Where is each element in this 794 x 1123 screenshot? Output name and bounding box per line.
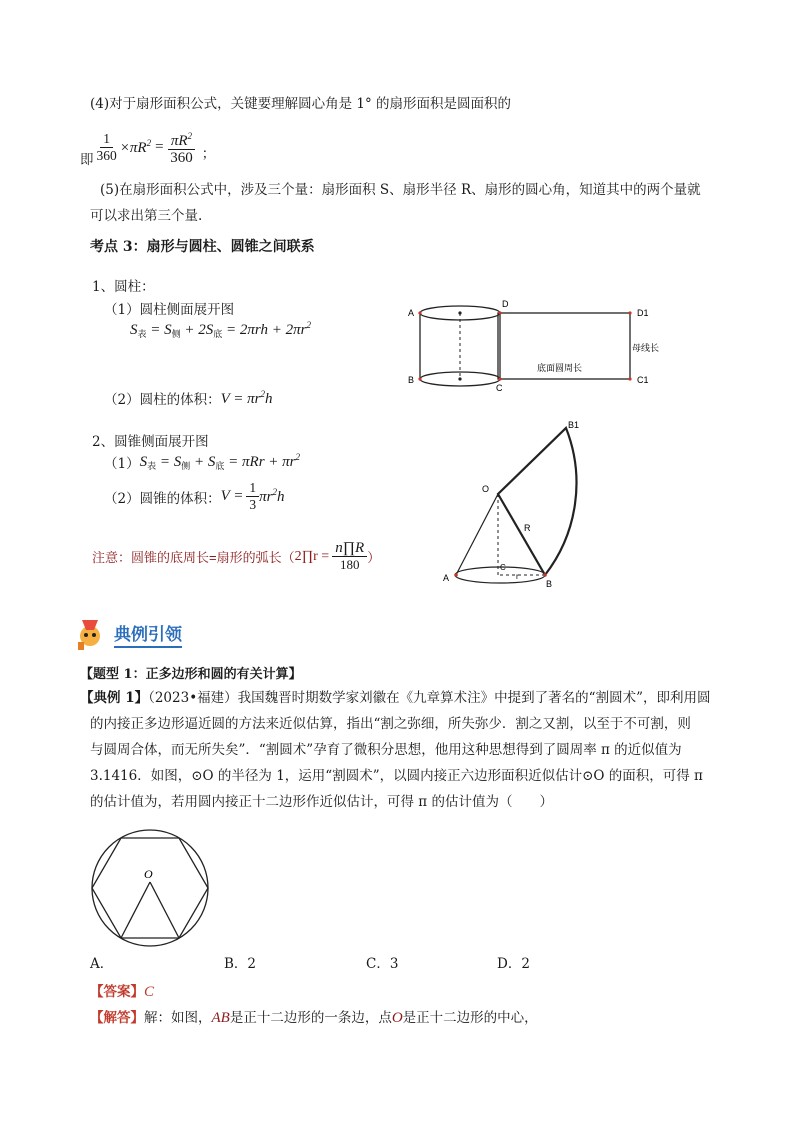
item4-times: $\times\pi R^2$ — [119, 137, 152, 156]
item4-eq: = — [154, 138, 165, 155]
base-circumference-label: 底面圆周长 — [537, 363, 583, 373]
generatrix-label: 母线长 — [632, 343, 660, 353]
cylinder-title: 1、圆柱： — [92, 279, 155, 295]
ex1-line5: 的估计值为，若用圆内接正十二边形作近似估计，可得 π 的估计值为（ ） — [90, 794, 553, 810]
ex1-line2: 的内接正多边形逼近圆的方法来近似估算，指出“割之弥细，所失弥少．割之又割，以至于不可割，则 — [90, 716, 691, 732]
cylinder-unfold-figure — [400, 295, 670, 395]
cone-item1: （1） $S_表 = S_侧 + S_底 = \pi Rr + \pi r^2$ — [104, 452, 301, 472]
frac1-den: 360 — [96, 147, 117, 163]
type1-heading: 【题型 1：正多边形和圆的有关计算】 — [80, 667, 302, 682]
label-D: D — [502, 299, 509, 309]
solution-line: 【解答】解：如图，AB是正十二边形的一条边，点O是正十二边形的中心， — [90, 1010, 538, 1026]
cone-item2: （2）圆锥的体积： V = $\frac{1}{3}$ $\pi r^2h$ — [104, 480, 285, 512]
cone-area-formula: $S_表 = S_侧 + S_底 = \pi Rr + \pi r^2$ — [139, 452, 301, 471]
ex1-line1: 【典例 1】（2023•福建）我国魏晋时期数学家刘徽在《九章算术注》中提到了著名的“割圆术”，即利用圆 — [80, 690, 711, 706]
frac2-den: 360 — [170, 150, 193, 166]
label-C: C — [496, 383, 503, 393]
ex1-line4: 3.1416．如图，⊙O 的半径为 1，运用“割圆术”，以圆内接正六边形面积近似估计⊙O 的面积，可得 π — [90, 768, 703, 784]
item4-prefix: 即 — [80, 152, 94, 168]
frac1-num: 1 — [100, 131, 113, 148]
answer-value: C — [144, 984, 155, 1000]
item4-end: ； — [201, 146, 216, 162]
inscribed-hexagon-figure — [88, 826, 212, 950]
label-A: A — [408, 308, 415, 318]
item5-line1: (5)在扇形面积公式中，涉及三个量：扇形面积 S、扇形半径 R、扇形的圆心角，知道其中的两个量就 — [100, 182, 701, 198]
cylinder-item1: （1）圆柱侧面展开图 — [104, 302, 235, 318]
banner-title: 典例引领 — [114, 620, 182, 648]
section3-heading: 考点 3：扇形与圆柱、圆锥之间联系 — [90, 239, 315, 255]
option-d[interactable]: D．2 — [497, 956, 530, 972]
cone-volume-prefix: V = — [220, 488, 244, 504]
cylinder-item2: （2）圆柱的体积： $V = \pi r^2h$ — [104, 388, 273, 408]
option-b[interactable]: B．2 — [224, 956, 257, 972]
label-O: O — [482, 484, 490, 494]
cone-volume-tail: $\pi r^2h$ — [259, 487, 285, 505]
note-frac: $\frac{n\prod R}{180}$ — [332, 540, 367, 573]
label-C-cone: C — [500, 563, 506, 572]
item5-line2: 可以求出第三个量. — [90, 208, 203, 224]
label-r: r — [516, 572, 519, 581]
cone-volume-frac: $\frac{1}{3}$ — [246, 480, 259, 513]
item4-text: (4)对于扇形面积公式，关键要理解圆心角是 1° 的扇形面积是圆面积的 — [90, 96, 512, 112]
label-C1: C1 — [637, 375, 649, 385]
answer-line: 【答案】C — [90, 984, 155, 1000]
item4-frac2 — [167, 128, 196, 166]
cone-title: 2、圆锥侧面展开图 — [92, 434, 209, 450]
cylinder-volume: $V = \pi r^2h$ — [220, 388, 273, 407]
option-a[interactable]: A． — [90, 956, 114, 972]
frac2-num: $\pi R^2$ — [168, 128, 195, 150]
label-A-cone: A — [443, 573, 450, 583]
label-B-cone: B — [546, 579, 553, 588]
label-D1: D1 — [637, 308, 649, 318]
ex1-line3: 与圆周合体，而无所失矣”．“割圆术”孕育了微积分思想，他用这种思想得到了圆周率 π 的近似值为 — [90, 742, 682, 758]
cylinder-area-formula: $S_表 = S_侧 + 2S_底 = 2\pi rh + 2\pi r^2$ — [130, 320, 311, 339]
label-R: R — [524, 523, 531, 533]
cone-note: 注意：圆锥的底周长=扇形的弧长（ 2∏r = $\frac{n\prod R}{180}$ ） — [92, 540, 381, 572]
examples-banner — [72, 616, 182, 652]
option-c[interactable]: C．3 — [366, 956, 399, 972]
label-B: B — [408, 375, 415, 385]
label-B1: B1 — [568, 420, 580, 430]
label-O-hex: O — [144, 867, 153, 881]
item4-formula — [80, 126, 215, 168]
item4-frac1 — [94, 131, 120, 164]
pencil-mascot-icon — [72, 616, 108, 652]
cone-unfold-figure — [438, 418, 598, 588]
